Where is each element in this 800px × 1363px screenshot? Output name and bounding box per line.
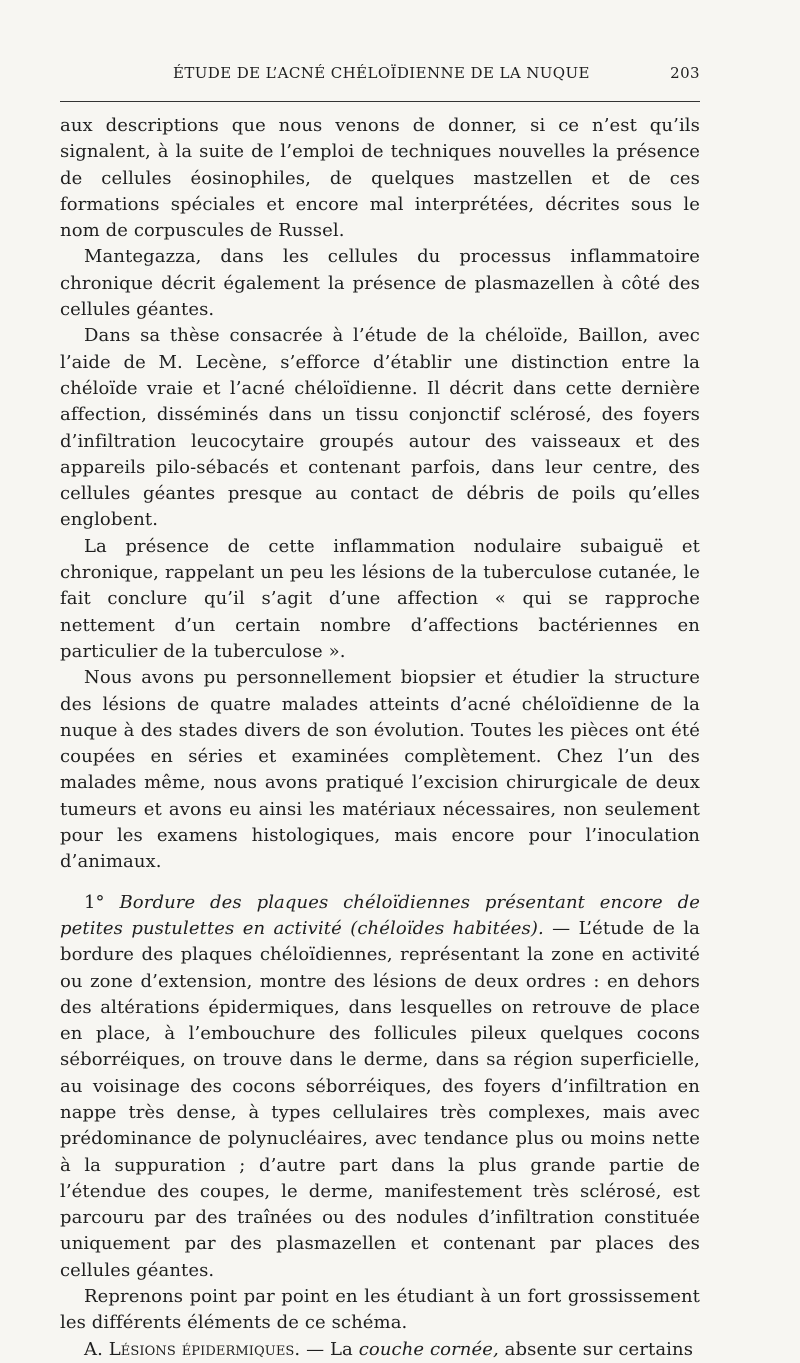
body-text — [60, 113, 700, 1363]
paragraph-section-1 — [60, 890, 700, 1284]
paragraph-mantegazza: Mantegazza, dans les cellules du processus inflammatoire chronique décrit également la présence de plasmazellen à côté des cellules géantes. — [60, 246, 700, 321]
section-number: 1° — [84, 891, 105, 913]
paragraph-tuberculosis: La présence de cette inflammation nodulaire subaiguë et chronique, rappelant un peu les lésions de la tuberculose cutanée, le fait conclure qu’il s’agit d’une affection « qui se rapproche nettement d’un certain nombre d’affections bactériennes en particulier de la tuberculose ». — [60, 535, 700, 662]
subsection-dash: — La — [306, 1338, 353, 1360]
section-heading: Bordure des plaques chéloïdiennes présentant encore de petites pustulettes en activité (chéloïdes habitées). — [60, 891, 701, 939]
subsection-term: couche cornée, — [358, 1338, 499, 1360]
paragraph-continuation: aux descriptions que nous venons de donner, si ce n’est qu’ils signalent, à la suite de l’emploi de techniques nouvelles la présence de cellules éosinophiles, de quelques mastzellen et de ces formations spéciales et encore mal interprétées, décrites sous le nom de corpuscules de Russel. — [60, 115, 700, 242]
header-rule — [60, 101, 700, 102]
subsection-heading: Lésions épidermiques. — [108, 1338, 301, 1360]
running-title: ÉTUDE DE L’ACNÉ CHÉLOÏDIENNE DE LA NUQUE — [173, 64, 590, 82]
section-body: — L’étude de la bordure des plaques chéloïdiennes, représentant la zone en activité ou zone d’extension, montre des lésions de deux ordres : en dehors des altérations épidermiques, dans lesquelles on retrouve de place en place, à l’embouchure des follicules pileux quelques cocons séborréiques, on trouve dans le derme, dans sa région superficielle, au voisinage des cocons séborréiques, des foyers d’infiltration en nappe très dense, à types cellulaires très complexes, mais avec prédominance de polynucléaires, avec tendance plus ou moins nette à la suppuration ; d’autre part dans la plus grande partie de l’étendue des coupes, le derme, manifestement très sclérosé, est parcouru par des traînées ou des nodules d’infiltration constituée uniquement par des plasmazellen et contenant par places des cellules géantes. — [60, 917, 701, 1281]
running-header — [60, 64, 700, 86]
paragraph-schema: Reprenons point par point en les étudiant à un fort grossissement les différents éléments de ce schéma. — [60, 1286, 700, 1334]
paragraph-personal-study: Nous avons pu personnellement biopsier et étudier la structure des lésions de quatre malades atteints d’acné chéloïdienne de la nuque à des stades divers de son évolution. Toutes les pièces ont été coupées en séries et examinées complètement. Chez l’un des malades même, nous avons pratiqué l’excision chirurgicale de deux tumeurs et avons eu ainsi les matériaux nécessaires, non seulement pour les examens histologiques, mais encore pour l’inoculation d’animaux. — [60, 667, 700, 873]
page-number: 203 — [670, 64, 700, 82]
paragraph-baillon: Dans sa thèse consacrée à l’étude de la chéloïde, Baillon, avec l’aide de M. Lecène, s’efforce d’établir une distinction entre la chéloïde vraie et l’acné chéloïdienne. Il décrit dans cette dernière affection, disséminés dans un tissu conjonctif sclérosé, des foyers d’infiltration leucocytaire groupés autour des vaisseaux et des appareils pilo-sébacés et contenant parfois, dans leur centre, des cellules géantes presque au contact de débris de poils qu’elles englobent. — [60, 325, 700, 531]
subsection-label: A. — [84, 1338, 103, 1360]
paragraph-section-a — [60, 1337, 700, 1363]
subsection-rest: absente sur certains — [504, 1338, 694, 1360]
